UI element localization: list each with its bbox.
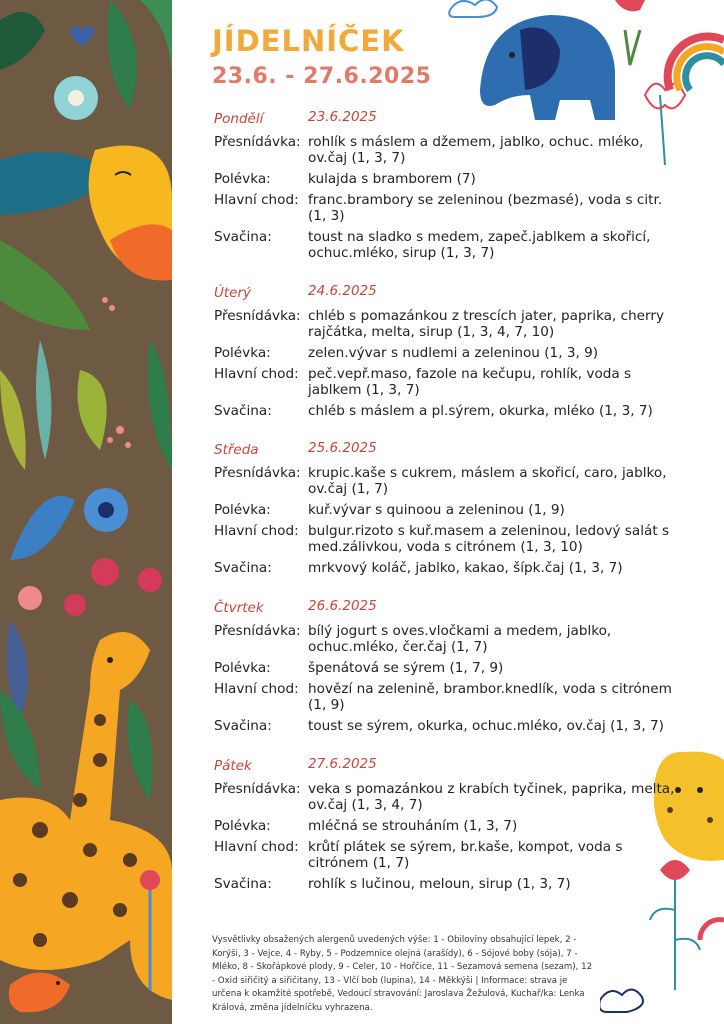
meal-text: peč.vepř.maso, fazole na kečupu, rohlík, voda s jablkem (1, 3, 7) [308, 366, 632, 398]
meal-row [214, 781, 684, 813]
day-block-tuesday [214, 283, 684, 419]
meal-label: Polévka: [214, 502, 271, 518]
meal-label: Hlavní chod: [214, 366, 299, 382]
day-name: Čtvrtek [214, 600, 264, 616]
heart-icon [70, 26, 94, 46]
day-name: Úterý [214, 285, 252, 301]
meal-label: Přesnídávka: [214, 781, 301, 797]
bird-icon [9, 973, 70, 1013]
meal-text: krupic.kaše s cukrem, máslem a skořicí, caro, jablko, ov.čaj (1, 7) [308, 465, 667, 497]
week-dates: 23.6. - 27.6.2025 [212, 64, 432, 89]
meal-text: mléčná se strouháním (1, 3, 7) [308, 818, 518, 834]
meal-row [214, 523, 684, 555]
meal-row [214, 623, 684, 655]
decorative-strip [0, 0, 172, 1024]
meal-text: špenátová se sýrem (1, 7, 9) [308, 660, 504, 676]
meal-text: kuř.vývar s quinoou a zeleninou (1, 9) [308, 502, 565, 518]
page-title: JÍDELNÍČEK [212, 24, 405, 58]
day-block-thursday [214, 598, 684, 734]
meal-text: rohlík s lučinou, meloun, sirup (1, 3, 7) [308, 876, 571, 892]
day-name: Středa [214, 442, 259, 458]
meal-label: Hlavní chod: [214, 523, 299, 539]
meal-text: kulajda s bramborem (7) [308, 171, 476, 187]
meal-row [214, 465, 684, 497]
day-date: 27.6.2025 [308, 756, 377, 772]
meal-label: Polévka: [214, 345, 271, 361]
meal-text: krůtí plátek se sýrem, br.kaše, kompot, voda s citrónem (1, 7) [308, 839, 623, 871]
day-name: Pátek [214, 758, 252, 774]
meal-row [214, 403, 684, 419]
day-date: 23.6.2025 [308, 109, 377, 125]
meal-text: bulgur.rizoto s kuř.masem a zeleninou, ledový salát s med.zálivkou, voda s citrónem (1, 3, 10) [308, 523, 670, 555]
meal-row [214, 192, 684, 224]
meal-label: Přesnídávka: [214, 623, 301, 639]
meal-label: Přesnídávka: [214, 308, 301, 324]
day-block-monday [214, 109, 684, 261]
meal-row [214, 660, 684, 676]
day-date: 24.6.2025 [308, 283, 377, 299]
flower-icon [54, 76, 98, 120]
flower-icon [102, 297, 131, 448]
meal-label: Polévka: [214, 660, 271, 676]
meal-label: Polévka: [214, 171, 271, 187]
meal-label: Svačina: [214, 560, 272, 576]
meal-label: Hlavní chod: [214, 192, 299, 208]
meal-label: Svačina: [214, 876, 272, 892]
meal-text: veka s pomazánkou z krabích tyčinek, paprika, melta, ov.čaj (1, 3, 4, 7) [308, 781, 675, 813]
day-block-wednesday [214, 440, 684, 576]
cloud-icon [600, 989, 643, 1012]
meal-label: Svačina: [214, 718, 272, 734]
meal-text: franc.brambory se zeleninou (bezmasé), voda s citr. (1, 3) [308, 192, 663, 224]
rainbow-icon [700, 920, 724, 940]
meal-label: Svačina: [214, 403, 272, 419]
meal-row [214, 502, 684, 518]
meal-row [214, 229, 684, 261]
meal-label: Hlavní chod: [214, 681, 299, 697]
allergen-legend: Vysvětlivky obsažených alergenů uvedených výše: 1 - Obiloviny obsahující lepek, 2 - Korýši, 3 - Vejce, 4 - Ryby, 5 - Podzemnice olejná (arašídy), 6 - Sójové boby (sója), 7 - Mléko, 8 - Skořápkové plody, 9 - Celer, 10 - Hořčice, 11 - Sezamová semena (sezam), 12 - Oxid siřičitý a siřičitany, 13 - Vlčí bob (lupina), 14 - Měkkýši | Informace: strava je určena k okamžité spotřebě, Vedoucí stravování: Jaroslava Žežulová, Kuchař/ka: Lenka Králová, změna jídelníčku vyhrazena. [212, 935, 593, 1013]
rainbow-icon [668, 37, 724, 90]
meal-row [214, 718, 684, 734]
day-block-friday [214, 756, 684, 892]
meal-text: rohlík s máslem a džemem, jablko, ochuc. mléko, ov.čaj (1, 3, 7) [308, 134, 644, 166]
meal-text: toust na sladko s medem, zapeč.jablkem a skořicí, ochuc.mléko, sirup (1, 3, 7) [308, 229, 651, 261]
meal-row [214, 876, 684, 892]
meal-text: chléb s pomazánkou z trescích jater, paprika, cherry rajčátka, melta, sirup (1, 3, 4, 7, 10) [308, 308, 665, 340]
jungle-illustration [0, 0, 172, 1024]
day-name: Pondělí [214, 111, 264, 127]
meal-row [214, 134, 684, 166]
meal-row [214, 818, 684, 834]
meal-label: Přesnídávka: [214, 465, 301, 481]
meal-text: mrkvový koláč, jablko, kakao, šípk.čaj (1, 3, 7) [308, 560, 623, 576]
meal-text: zelen.vývar s nudlemi a zeleninou (1, 3, 9) [308, 345, 599, 361]
meal-label: Přesnídávka: [214, 134, 301, 150]
meal-row [214, 560, 684, 576]
meal-text: chléb s máslem a pl.sýrem, okurka, mléko (1, 3, 7) [308, 403, 653, 419]
day-date: 25.6.2025 [308, 440, 377, 456]
meal-row [214, 366, 684, 398]
meal-row [214, 839, 684, 871]
meal-label: Hlavní chod: [214, 839, 299, 855]
meal-label: Polévka: [214, 818, 271, 834]
meal-row [214, 681, 684, 713]
meal-row [214, 308, 684, 340]
meal-text: toust se sýrem, okurka, ochuc.mléko, ov.čaj (1, 3, 7) [308, 718, 664, 734]
meal-row [214, 171, 684, 187]
meal-text: bílý jogurt s oves.vločkami a medem, jablko, ochuc.mléko, čer.čaj (1, 7) [308, 623, 612, 655]
elephant-icon [480, 15, 615, 120]
cloud-icon [449, 0, 497, 17]
day-date: 26.6.2025 [308, 598, 377, 614]
meal-label: Svačina: [214, 229, 272, 245]
meal-text: hovězí na zelenině, brambor.knedlík, voda s citrónem (1, 9) [308, 681, 672, 713]
meal-row [214, 345, 684, 361]
leaf-icon [10, 496, 75, 560]
